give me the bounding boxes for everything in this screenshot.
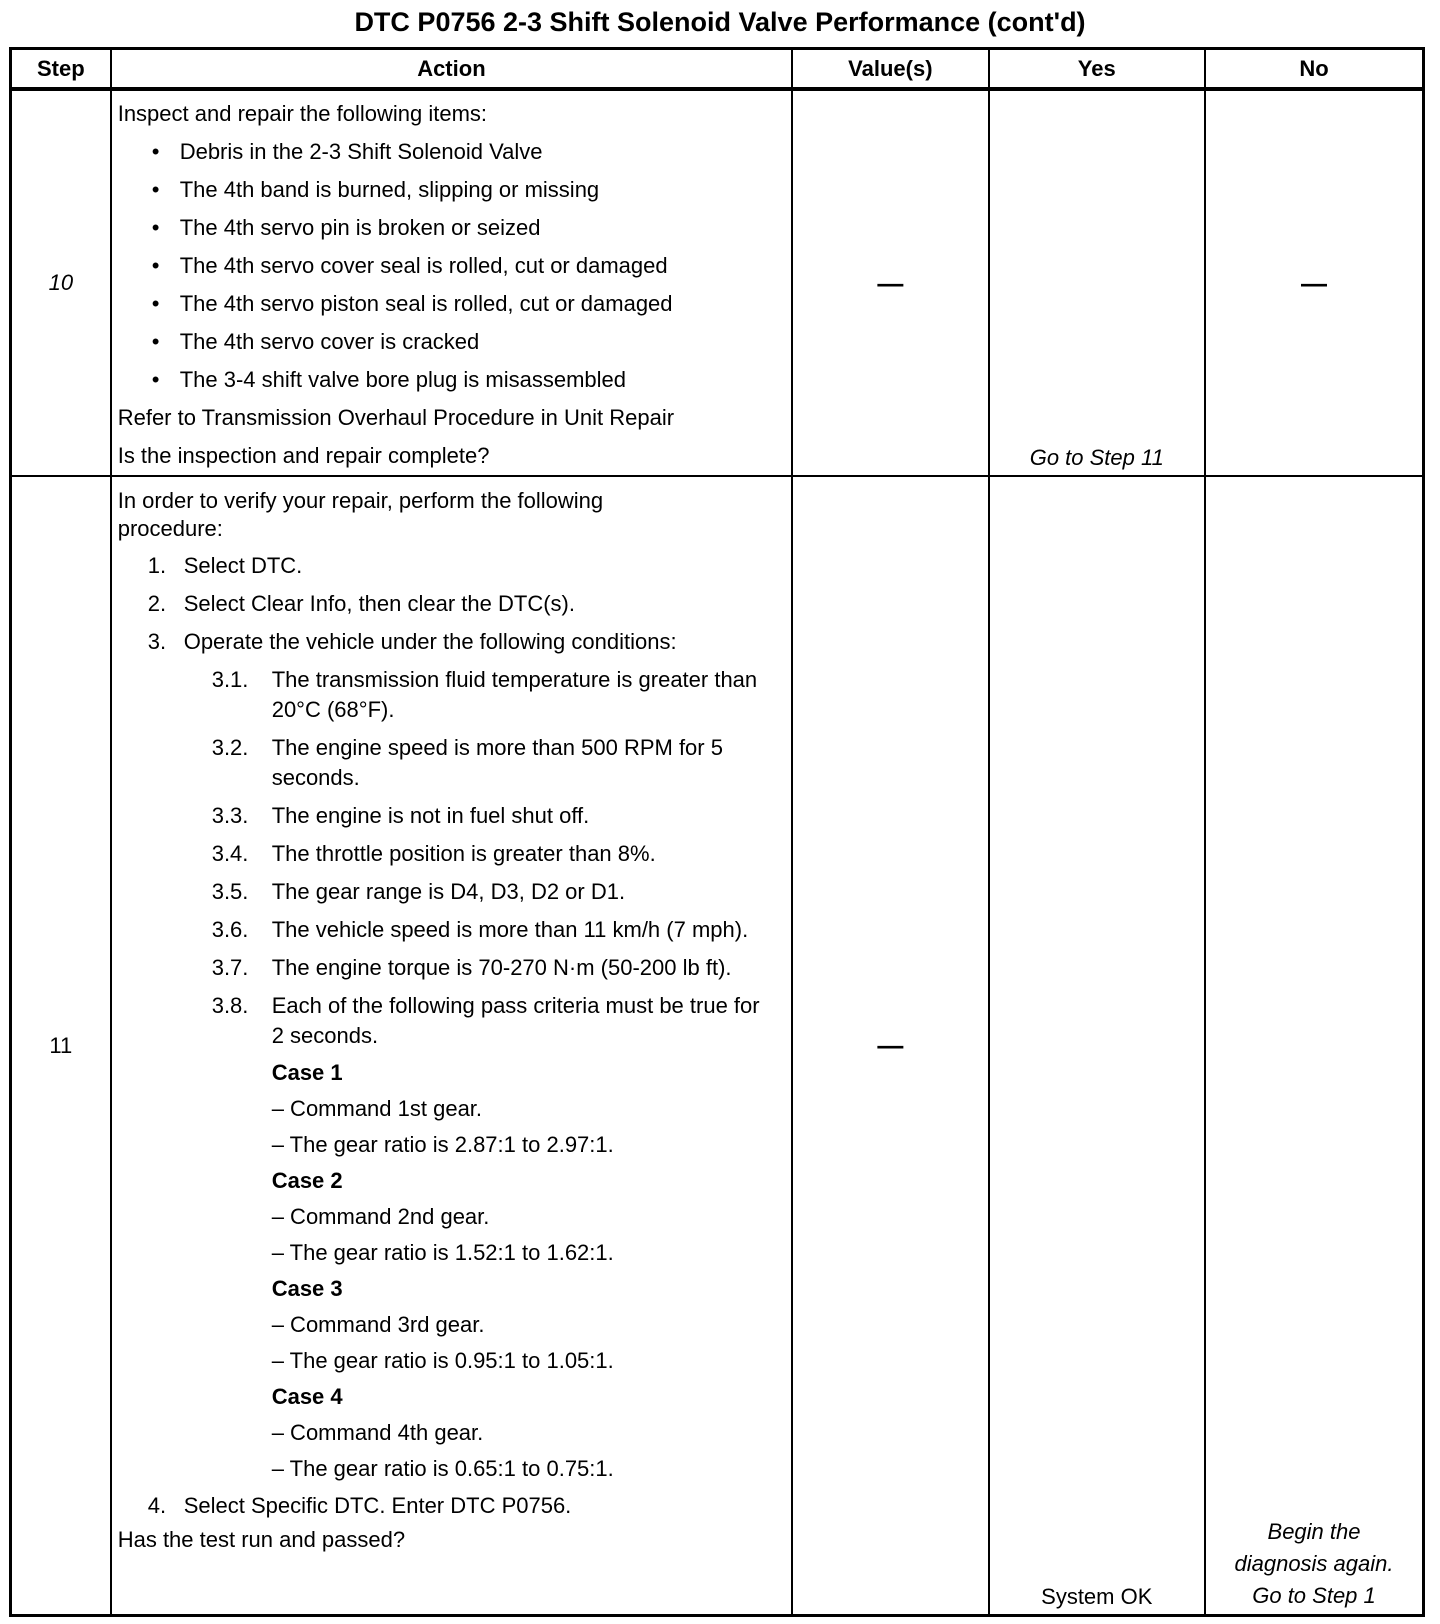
case-item: – Command 2nd gear. (271, 1204, 490, 1229)
bullet-item (118, 323, 785, 361)
condition-num: 3.5. (211, 879, 249, 904)
header-action: Action (111, 49, 792, 90)
condition-num: 3.3. (211, 803, 249, 828)
step-text: Operate the vehicle under the following conditions: (183, 629, 677, 654)
action-question: Is the inspection and repair complete? (117, 443, 490, 468)
table-row-step-11 (11, 476, 1424, 1616)
condition-list (118, 661, 785, 1055)
condition-text: The gear range is D4, D3, D2 or D1. (271, 879, 626, 904)
numbered-step (118, 623, 785, 661)
numbered-step (118, 547, 785, 585)
condition-item (118, 873, 785, 911)
bullet-item (118, 285, 785, 323)
header-no: No (1205, 49, 1424, 90)
case-item: – The gear ratio is 1.52:1 to 1.62:1. (271, 1240, 614, 1265)
bullet-text: Debris in the 2-3 Shift Solenoid Valve (179, 139, 543, 164)
action-intro: In order to verify your repair, perform the following procedure: (117, 488, 604, 541)
condition-text: The vehicle speed is more than 11 km/h (7 mph). (271, 917, 749, 942)
condition-num: 3.2. (211, 735, 249, 760)
bullet-text: The 4th servo pin is broken or seized (179, 215, 541, 240)
bullet-symbol: • (151, 367, 160, 392)
table-row-step-10 (11, 89, 1424, 476)
step-num: 4. (147, 1493, 167, 1518)
numbered-step (118, 1487, 785, 1525)
value-cell: — (792, 89, 988, 476)
case-label: Case 1 (271, 1060, 343, 1085)
case-label: Case 3 (271, 1276, 343, 1301)
header-yes: Yes (989, 49, 1205, 90)
no-cell: — (1205, 89, 1424, 476)
step-num: 2. (147, 591, 167, 616)
action-refer: Refer to Transmission Overhaul Procedure in Unit Repair (117, 405, 675, 430)
step-text: Select Specific DTC. Enter DTC P0756. (183, 1493, 572, 1518)
condition-num: 3.7. (211, 955, 249, 980)
bullet-item (118, 247, 785, 285)
bullet-symbol: • (151, 177, 160, 202)
case-item: – The gear ratio is 0.65:1 to 0.75:1. (271, 1456, 614, 1481)
value-cell: — (792, 476, 988, 1616)
condition-item (118, 797, 785, 835)
condition-num: 3.1. (211, 667, 249, 692)
case-label: Case 4 (271, 1384, 343, 1409)
bullet-text: The 4th servo cover seal is rolled, cut or damaged (179, 253, 668, 278)
action-cell (111, 89, 792, 476)
bullet-symbol: • (151, 139, 160, 164)
condition-num: 3.4. (211, 841, 249, 866)
condition-item (118, 835, 785, 873)
numbered-step (118, 585, 785, 623)
condition-text: The engine is not in fuel shut off. (271, 803, 590, 828)
case-item: – Command 1st gear. (271, 1096, 483, 1121)
no-line: Go to Step 1 (1252, 1583, 1376, 1608)
header-step: Step (11, 49, 111, 90)
case-list (118, 1055, 785, 1487)
bullet-item (118, 209, 785, 247)
step-number: 10 (11, 89, 111, 476)
bullet-item (118, 361, 785, 399)
condition-item (118, 949, 785, 987)
condition-item (118, 661, 785, 729)
step-number: 11 (11, 476, 111, 1616)
no-line: diagnosis again. (1234, 1551, 1394, 1576)
diagnostic-table (9, 47, 1425, 1617)
condition-text: The engine speed is more than 500 RPM for 5 seconds. (271, 735, 723, 790)
condition-text: The engine torque is 70-270 N·m (50-200 lb ft). (271, 955, 732, 980)
condition-text: Each of the following pass criteria must be true for 2 seconds. (271, 993, 760, 1048)
action-question: Has the test run and passed? (117, 1527, 406, 1552)
bullet-item (118, 133, 785, 171)
condition-text: The transmission fluid temperature is greater than 20°C (68°F). (271, 667, 758, 722)
bullet-symbol: • (151, 329, 160, 354)
bullet-list (118, 133, 785, 399)
header-row (11, 49, 1424, 90)
no-line: Begin the (1267, 1519, 1361, 1544)
condition-item (118, 729, 785, 797)
yes-cell: System OK (989, 476, 1205, 1616)
bullet-symbol: • (151, 215, 160, 240)
condition-item (118, 911, 785, 949)
no-cell (1205, 476, 1424, 1616)
bullet-text: The 3-4 shift valve bore plug is misassembled (179, 367, 627, 392)
yes-cell: Go to Step 11 (989, 89, 1205, 476)
bullet-symbol: • (151, 253, 160, 278)
step-num: 3. (147, 629, 167, 654)
numbered-steps (118, 547, 785, 661)
bullet-text: The 4th band is burned, slipping or missing (179, 177, 600, 202)
action-cell (111, 476, 792, 1616)
bullet-text: The 4th servo cover is cracked (179, 329, 480, 354)
condition-text: The throttle position is greater than 8%. (271, 841, 656, 866)
case-item: – The gear ratio is 2.87:1 to 2.97:1. (271, 1132, 614, 1157)
step-num: 1. (147, 553, 167, 578)
condition-num: 3.6. (211, 917, 249, 942)
case-item: – Command 4th gear. (271, 1420, 484, 1445)
header-values: Value(s) (792, 49, 988, 90)
case-item: – The gear ratio is 0.95:1 to 1.05:1. (271, 1348, 614, 1373)
case-label: Case 2 (271, 1168, 343, 1193)
page-title: DTC P0756 2-3 Shift Solenoid Valve Performance (cont'd) (354, 7, 1086, 37)
case-item: – Command 3rd gear. (271, 1312, 485, 1337)
bullet-item (118, 171, 785, 209)
condition-item (118, 987, 785, 1055)
step-text: Select Clear Info, then clear the DTC(s). (183, 591, 575, 616)
step-text: Select DTC. (183, 553, 303, 578)
bullet-text: The 4th servo piston seal is rolled, cut or damaged (179, 291, 673, 316)
condition-num: 3.8. (211, 993, 249, 1018)
action-intro: Inspect and repair the following items: (117, 101, 488, 126)
bullet-symbol: • (151, 291, 160, 316)
